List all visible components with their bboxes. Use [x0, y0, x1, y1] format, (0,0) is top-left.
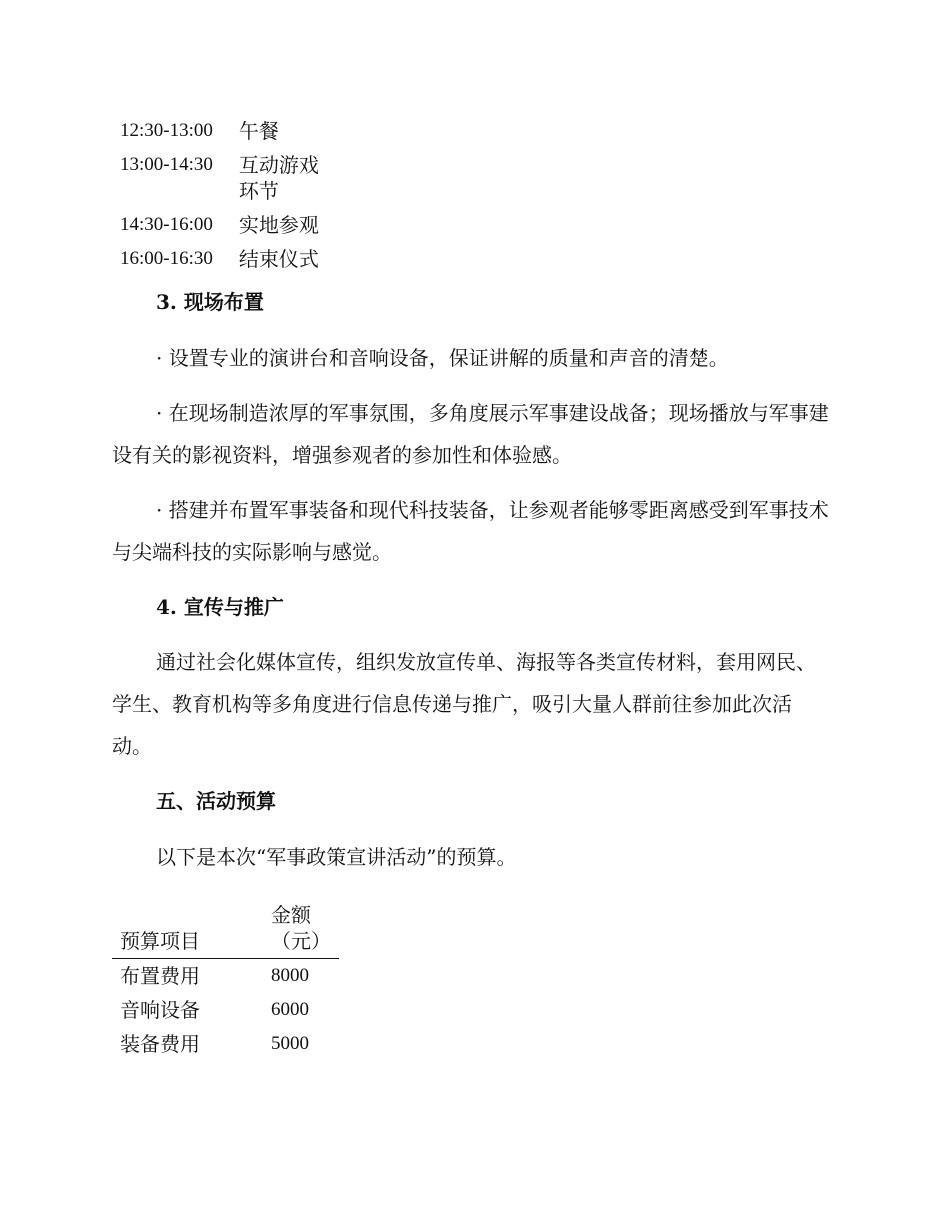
schedule-activity: 互动游戏环节	[238, 153, 319, 203]
budget-item: 音响设备	[120, 998, 200, 1022]
section-heading: 五、活动预算	[156, 789, 276, 813]
table-header-row	[112, 898, 339, 959]
column-header: 预算项目	[112, 898, 263, 959]
budget-amount: 6000	[271, 999, 309, 1020]
table-row	[112, 959, 339, 994]
paragraph: 通过社会化媒体宣传，组织发放宣传单、海报等各类宣传材料，套用网民、学生、教育机构等多角度进行信息传递与推广，吸引大量人群前往参加此次活动。	[112, 650, 816, 758]
paragraph: · 搭建并布置军事装备和现代科技装备，让参观者能够零距离感受到军事技术与尖端科技的实际影响与感觉。	[112, 498, 829, 564]
paragraph: · 设置专业的演讲台和音响设备，保证讲解的质量和声音的清楚。	[156, 346, 729, 370]
schedule-activity: 实地参观	[238, 213, 319, 237]
section-heading: 3. 现场布置	[156, 290, 264, 314]
section-heading: 4. 宣传与推广	[156, 595, 284, 619]
table-row	[112, 1027, 339, 1061]
schedule-time: 16:00-16:30	[120, 248, 213, 269]
table-row	[112, 148, 340, 208]
paragraph: 以下是本次“军事政策宣讲活动”的预算。	[156, 845, 517, 869]
schedule-time: 12:30-13:00	[120, 120, 213, 141]
table-row	[112, 242, 340, 276]
budget-item: 布置费用	[120, 964, 200, 988]
table-row	[112, 114, 340, 148]
column-header: 金额（元）	[263, 898, 339, 959]
schedule-activity: 结束仪式	[238, 247, 319, 271]
budget-amount: 8000	[271, 965, 309, 986]
schedule-table	[112, 114, 340, 276]
budget-amount: 5000	[271, 1033, 309, 1054]
paragraph: · 在现场制造浓厚的军事氛围，多角度展示军事建设战备；现场播放与军事建设有关的影视资料，增强参观者的参加性和体验感。	[112, 401, 829, 467]
budget-item: 装备费用	[120, 1032, 200, 1056]
budget-table	[112, 898, 339, 1061]
schedule-time: 14:30-16:00	[120, 214, 213, 235]
table-row	[112, 208, 340, 242]
table-row	[112, 993, 339, 1027]
schedule-activity: 午餐	[238, 119, 279, 143]
schedule-time: 13:00-14:30	[120, 154, 213, 175]
